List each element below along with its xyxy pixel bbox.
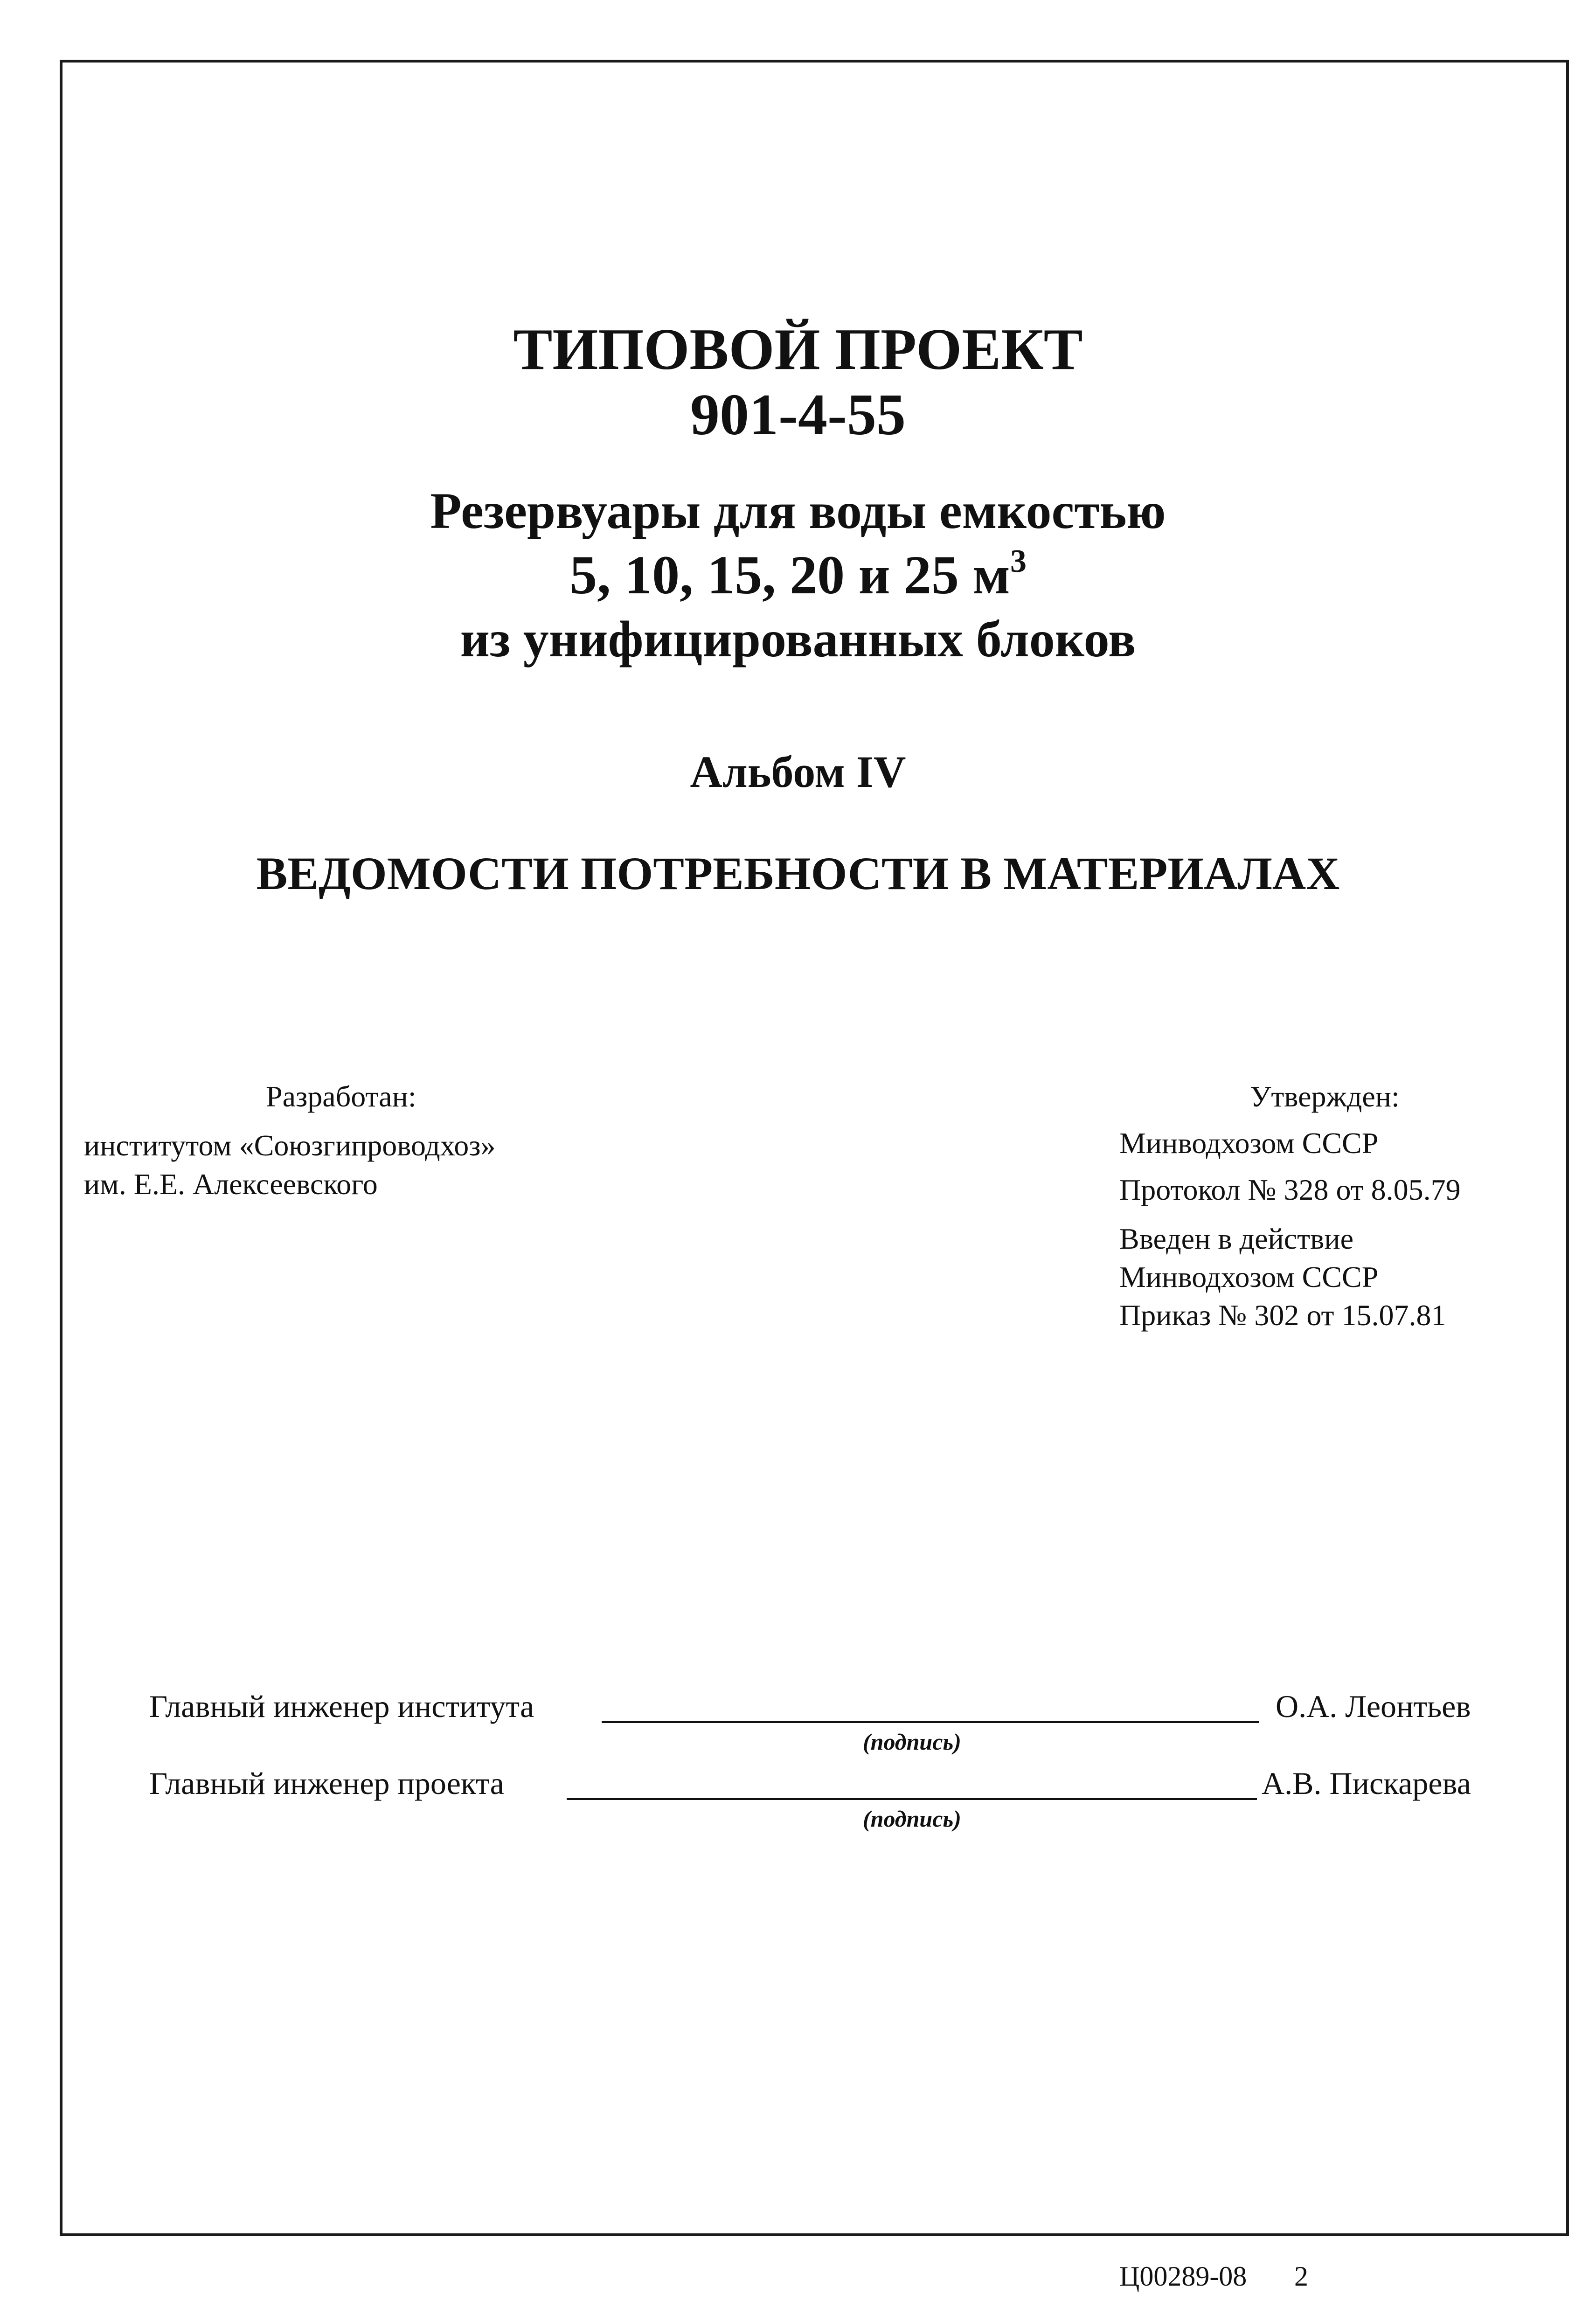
section-title: ВЕДОМОСТИ ПОТРЕБНОСТИ В МАТЕРИАЛАХ (256, 848, 1340, 899)
signature-line (602, 1721, 1259, 1723)
signature-caption: (подпись) (863, 1729, 961, 1755)
signature-role-chief-engineer-project: Главный инженер проекта (149, 1766, 504, 1801)
subtitle-line-2 (0, 543, 1596, 606)
signature-name-piskareva: А.В. Пискарева (1262, 1766, 1471, 1801)
developed-heading: Разработан: (266, 1080, 416, 1113)
subtitle-superscript: 3 (1010, 543, 1027, 579)
page-number: 2 (1294, 2261, 1308, 2292)
approved-ministry: Минводхозом СССР (1119, 1126, 1379, 1160)
subtitle-line-1: Резервуары для воды емкостью (430, 482, 1166, 539)
approved-heading: Утвержден: (1250, 1080, 1400, 1113)
document-title: ТИПОВОЙ ПРОЕКТ (513, 317, 1083, 382)
album-label: Альбом IV (690, 747, 906, 797)
subtitle-capacities: 5, 10, 15, 20 и 25 м (569, 544, 1010, 605)
enacted-order: Приказ № 302 от 15.07.81 (1119, 1299, 1446, 1332)
enacted-ministry: Минводхозом СССР (1119, 1260, 1379, 1293)
approved-protocol: Протокол № 328 от 8.05.79 (1119, 1173, 1461, 1206)
developed-institute: институтом «Союзгипроводхоз» (84, 1129, 496, 1162)
project-number: 901-4-55 (690, 382, 906, 447)
developed-institute-name: им. Е.Е. Алексеевского (84, 1168, 378, 1201)
signature-role-chief-engineer-institute: Главный инженер института (149, 1689, 534, 1724)
signature-caption: (подпись) (863, 1806, 961, 1832)
signature-name-leontiev: О.А. Леонтьев (1276, 1689, 1471, 1724)
subtitle-line-3: из унифицированных блоков (460, 611, 1136, 667)
signature-line (567, 1798, 1257, 1800)
enacted-label: Введен в действие (1119, 1222, 1353, 1255)
document-code: Ц00289-08 (1119, 2261, 1247, 2292)
